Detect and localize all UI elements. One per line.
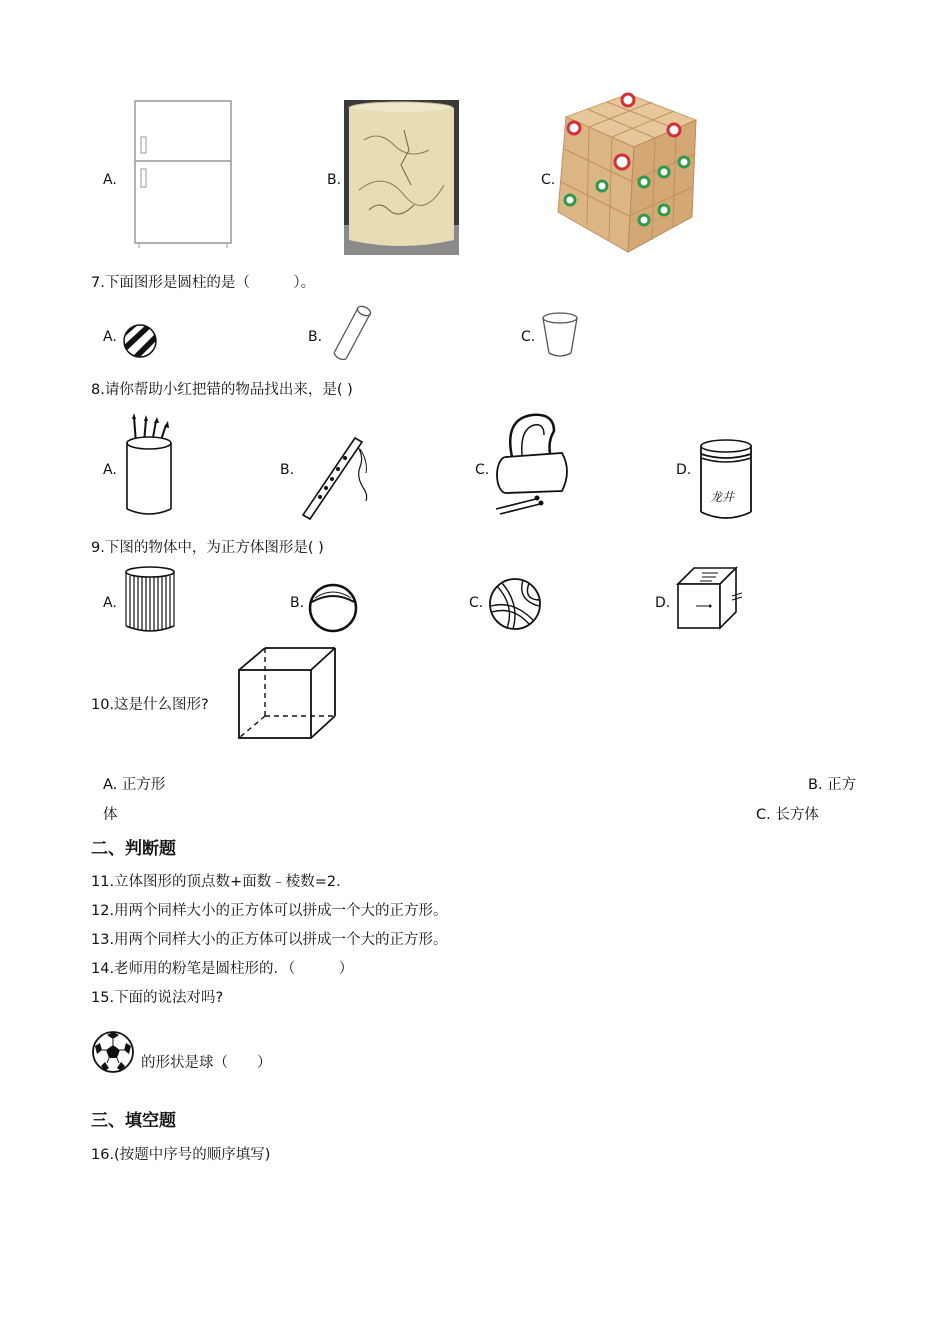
pencil-holder-icon — [122, 413, 176, 518]
q12-text: 12.用两个同样大小的正方体可以拼成一个大的正方形。 — [91, 903, 448, 919]
q10-option-a: A. 正方形 — [103, 777, 166, 793]
q6-option-c-label: C. — [541, 172, 556, 188]
tilted-cylinder-icon — [330, 303, 374, 361]
q9-option-b-label: B. — [290, 595, 305, 611]
q10-option-c: C. 长方体 — [756, 807, 819, 823]
q10-text: 10.这是什么图形? — [91, 697, 209, 713]
q9-option-a-label: A. — [103, 595, 117, 611]
striped-ball-icon — [122, 323, 158, 359]
q9-text: 9.下图的物体中，为正方体图形是( ) — [91, 540, 324, 556]
q7-option-c-label: C. — [521, 329, 536, 345]
q9-option-d-label: D. — [655, 595, 671, 611]
q15-text: 15.下面的说法对吗? — [91, 990, 224, 1006]
refrigerator-image — [133, 99, 233, 249]
q8-text: 8.请你帮助小红把错的物品找出来，是( ) — [91, 382, 353, 398]
carved-brush-pot-image — [344, 100, 459, 255]
cube-box-icon — [676, 566, 744, 632]
q15-statement: 的形状是球（ ） — [141, 1055, 272, 1071]
bowl-icon — [307, 582, 359, 634]
q6-option-b-label: B. — [327, 172, 342, 188]
q7-text: 7.下面图形是圆柱的是（ ）。 — [91, 275, 316, 291]
volleyball-icon — [487, 576, 543, 632]
cube-wireframe-diagram — [237, 646, 339, 742]
wooden-cube-puzzle-image — [556, 92, 701, 254]
soccer-ball-icon — [91, 1030, 135, 1074]
q14-text: 14.老师用的粉笔是圆柱形的．（ ） — [91, 961, 354, 977]
q7-option-b-label: B. — [308, 329, 323, 345]
cup-icon — [541, 311, 579, 359]
flute-icon — [300, 433, 375, 521]
section-2-title: 二、判断题 — [91, 839, 176, 859]
q11-text: 11.立体图形的顶点数+面数﹣棱数=2． — [91, 874, 351, 890]
q7-option-a-label: A. — [103, 329, 117, 345]
q8-option-c-label: C. — [475, 462, 490, 478]
q10-option-b: B. 正方 — [808, 777, 857, 793]
tea-jar-icon — [697, 436, 755, 522]
q8-option-b-label: B. — [280, 462, 295, 478]
q13-text: 13.用两个同样大小的正方体可以拼成一个大的正方形。 — [91, 932, 448, 948]
q8-option-a-label: A. — [103, 462, 117, 478]
ribbed-cylinder-icon — [124, 566, 176, 632]
q9-option-c-label: C. — [469, 595, 484, 611]
q16-text: 16.(按题中序号的顺序填写) — [91, 1147, 271, 1163]
section-3-title: 三、填空题 — [91, 1111, 176, 1131]
q6-option-a-label: A. — [103, 172, 117, 188]
drum-icon — [492, 409, 577, 517]
tea-jar-label: 龙井 — [710, 490, 735, 504]
q10-option-b-continued: 体 — [103, 807, 118, 823]
q8-option-d-label: D. — [676, 462, 692, 478]
